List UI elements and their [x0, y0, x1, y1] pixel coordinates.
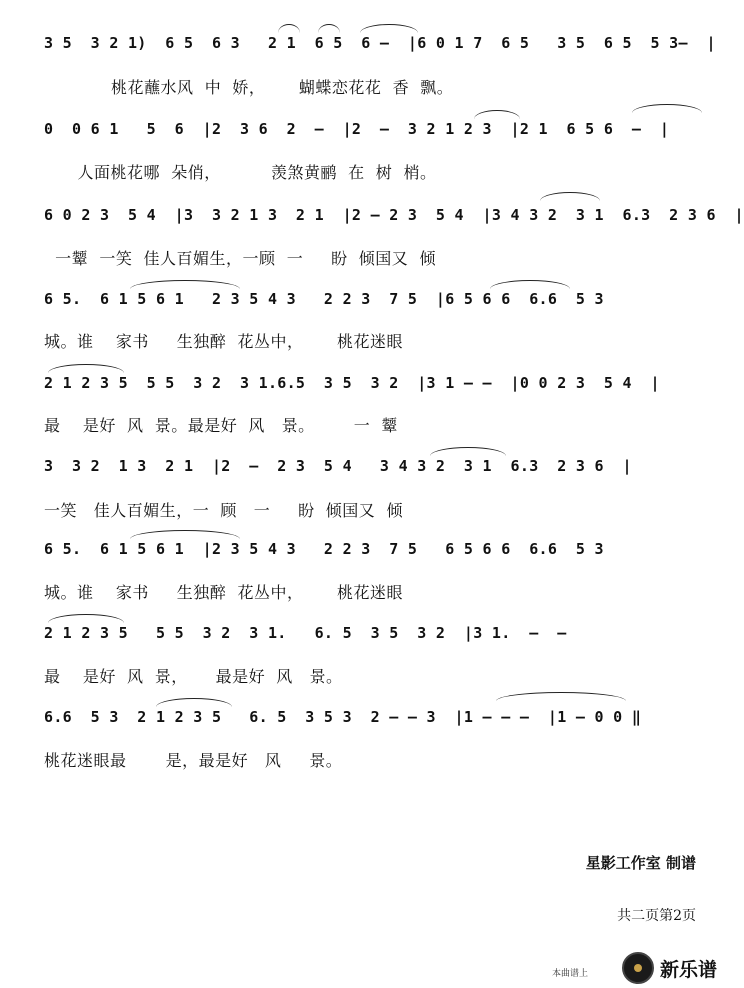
- slur-mark: [130, 280, 240, 289]
- lyrics-line: 最 是好 风 景。最是好 风 景。 一 颦: [44, 416, 398, 435]
- slur-mark: [48, 614, 124, 623]
- slur-mark: [156, 698, 232, 707]
- lyrics-line: 一笑 佳人百媚生，一 顾 一 盼 倾国又 倾: [44, 501, 403, 520]
- slur-mark: [632, 104, 702, 113]
- record-disc-icon: [622, 952, 654, 984]
- notation-line: 6.6 5 3 2 1 2 3 5 6. 5 3 5 3 2 – – 3 |1 – – – |1 – 0 0 ‖: [44, 708, 642, 726]
- notation-line: 6 5. 6 1 5 6 1 2 3 5 4 3 2 2 3 7 5 |6 5 6 6 6.6 5 3: [44, 290, 604, 308]
- slur-mark: [360, 24, 418, 33]
- lyrics-line: 桃花迷眼最 是，最是好 风 景。: [44, 751, 343, 770]
- notation-line: 3 5 3 2 1) 6 5 6 3 2 1 6 5 6 – |6 0 1 7 6 5 3 5 6 5 5 3– |: [44, 34, 716, 52]
- notation-line: 3 3 2 1 3 2 1 |2 – 2 3 5 4 3 4 3 2 3 1 6.3 2 3 6 |: [44, 457, 632, 475]
- slur-mark: [540, 192, 600, 201]
- slur-mark: [278, 24, 300, 33]
- notation-line: 0 0 6 1 5 6 |2 3 6 2 – |2 – 3 2 1 2 3 |2 1 6 5 6 – |: [44, 120, 670, 138]
- notation-line: 6 5. 6 1 5 6 1 |2 3 5 4 3 2 2 3 7 5 6 5 6 6 6.6 5 3: [44, 540, 604, 558]
- slur-mark: [474, 110, 520, 119]
- slur-mark: [48, 364, 124, 373]
- slur-mark: [318, 24, 340, 33]
- slur-mark: [496, 692, 626, 701]
- notation-line: 2 1 2 3 5 5 5 3 2 3 1.6.5 3 5 3 2 |3 1 – – |0 0 2 3 5 4 |: [44, 374, 660, 392]
- notation-line: 6 0 2 3 5 4 |3 3 2 1 3 2 1 |2 – 2 3 5 4 |3 4 3 2 3 1 6.3 2 3 6 |: [44, 206, 744, 224]
- arranger-credit: 星影工作室 制谱: [585, 854, 696, 872]
- lyrics-line: 人面桃花哪 朵俏， 羡煞黄鹂 在 树 梢。: [44, 163, 437, 182]
- lyrics-line: 一颦 一笑 佳人百媚生，一顾 一 盼 倾国又 倾: [44, 249, 436, 268]
- lyrics-line: 城。谁 家书 生独醉 花丛中， 桃花迷眼: [44, 583, 403, 602]
- lyrics-line: 城。谁 家书 生独醉 花丛中， 桃花迷眼: [44, 332, 403, 351]
- logo-text: 新乐谱: [660, 958, 718, 981]
- lyrics-line: 桃花蘸水风 中 娇， 蝴蝶恋花花 香 飘。: [44, 78, 454, 97]
- lyrics-line: 最 是好 风 景， 最是好 风 景。: [44, 667, 343, 686]
- slur-mark: [490, 280, 570, 289]
- notation-line: 2 1 2 3 5 5 5 3 2 3 1. 6. 5 3 5 3 2 |3 1. – –: [44, 624, 567, 642]
- slur-mark: [130, 530, 240, 539]
- page-indicator: 共二页第2页: [617, 908, 696, 924]
- site-logo[interactable]: [622, 952, 717, 984]
- slur-mark: [430, 447, 506, 456]
- footer-note: 本曲谱上: [552, 969, 589, 979]
